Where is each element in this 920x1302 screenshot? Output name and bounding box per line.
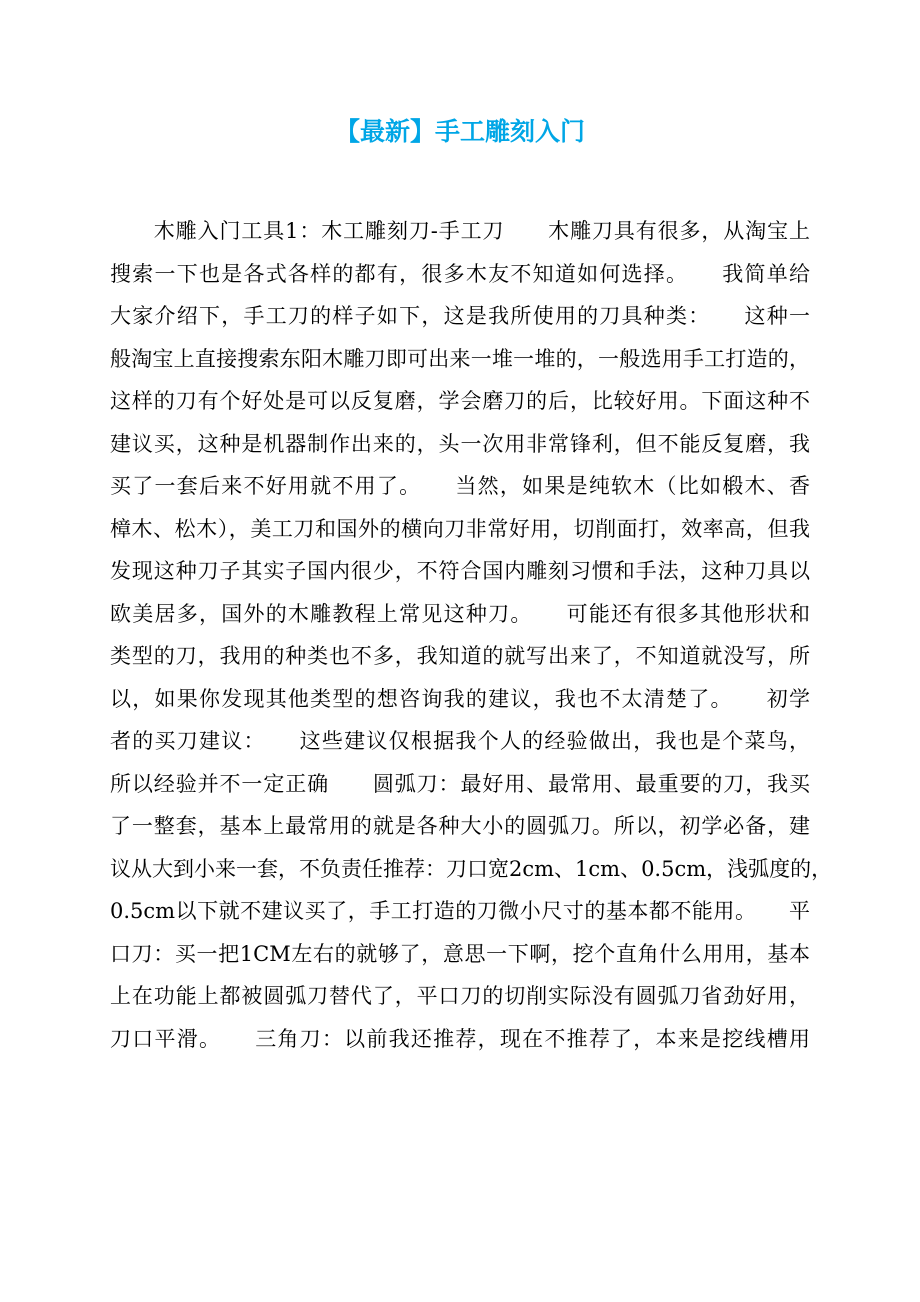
article-line: 议从大到小来一套，不负责任推荐：刀口宽2cm、1cm、0.5cm，浅弧度的，	[110, 856, 833, 881]
article-line: 买了一套后来不好用就不用了。 当然，如果是纯软木（比如椴木、香	[110, 474, 810, 498]
article-line: 以，如果你发现其他类型的想咨询我的建议，我也不太清楚了。 初学	[110, 686, 810, 711]
article-line: 刀口平滑。 三角刀：以前我还推荐，现在不推荐了，本来是挖线槽用	[110, 1026, 810, 1051]
article-line: 了一整套，基本上最常用的就是各种大小的圆弧刀。所以，初学必备，建	[110, 814, 810, 838]
article-line: 大家介绍下，手工刀的样子如下，这是我所使用的刀具种类： 这种一	[110, 304, 810, 328]
article-line: 般淘宝上直接搜索东阳木雕刀即可出来一堆一堆的，一般选用手工打造的，	[110, 346, 810, 371]
article-line: 0.5cm以下就不建议买了，手工打造的刀微小尺寸的基本都不能用。 平	[110, 899, 810, 923]
article-line: 樟木、松木），美工刀和国外的横向刀非常好用，切削面打，效率高，但我	[110, 516, 810, 541]
article-line: 类型的刀，我用的种类也不多，我知道的就写出来了，不知道就没写，所	[110, 644, 810, 668]
article-line: 口刀：买一把1CM左右的就够了，意思一下啊，挖个直角什么用用，基本	[110, 941, 810, 966]
article-body	[110, 210, 833, 1060]
article-line: 上在功能上都被圆弧刀替代了，平口刀的切削实际没有圆弧刀省劲好用，	[110, 984, 810, 1008]
page-title: 【最新】手工雕刻入门	[334, 117, 585, 146]
article-line: 木雕入门工具1：木工雕刻刀-手工刀 木雕刀具有很多，从淘宝上	[110, 219, 810, 243]
article-line: 建议买，这种是机器制作出来的，头一次用非常锋利，但不能反复磨，我	[110, 431, 810, 456]
article-line: 欧美居多，国外的木雕教程上常见这种刀。 可能还有很多其他形状和	[110, 601, 810, 626]
article-line: 这样的刀有个好处是可以反复磨，学会磨刀的后，比较好用。下面这种不	[110, 389, 810, 413]
article-line: 搜索一下也是各式各样的都有，很多木友不知道如何选择。 我简单给	[110, 261, 810, 286]
article-line: 者的买刀建议： 这些建议仅根据我个人的经验做出，我也是个菜鸟，	[110, 729, 810, 753]
article-line: 发现这种刀子其实子国内很少，不符合国内雕刻习惯和手法，这种刀具以	[110, 559, 810, 583]
article-line: 所以经验并不一定正确 圆弧刀：最好用、最常用、最重要的刀，我买	[110, 771, 810, 796]
